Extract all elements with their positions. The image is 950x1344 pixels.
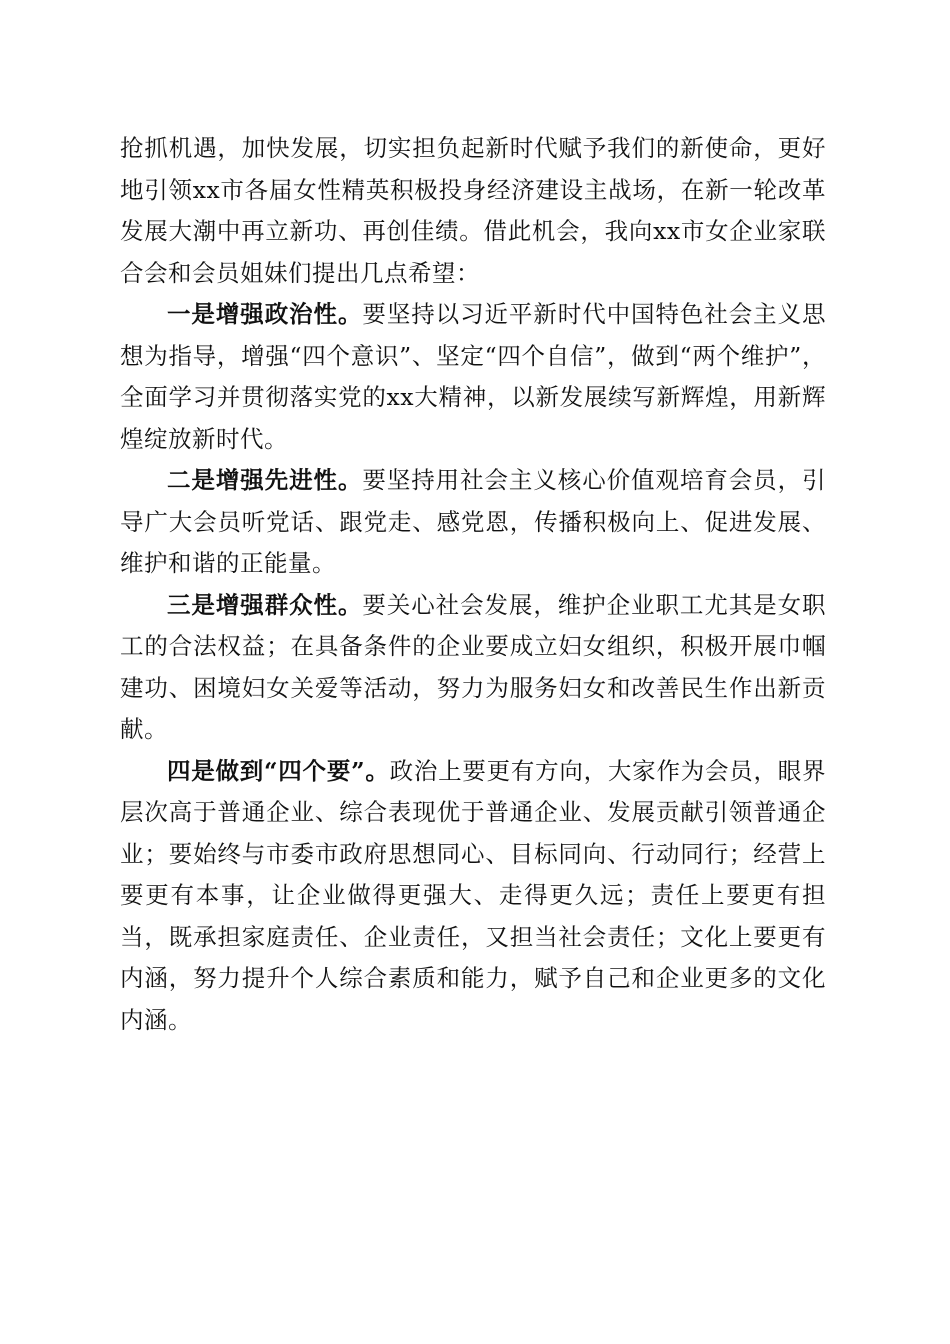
paragraph-lead: 三是增强群众性。 (167, 590, 363, 619)
document-page (120, 128, 826, 1041)
paragraph-political (120, 294, 826, 460)
paragraph-text: 抢抓机遇，加快发展，切实担负起新时代赋予我们的新使命，更好地引领xx市各届女性精英积极投身经济建设主战场，在新一轮改革发展大潮中再立新功、再创佳绩。借此机会，我向xx市女企业家联合会和会员姐妹们提出几点希望： (120, 134, 826, 287)
paragraph-advanced (120, 460, 826, 585)
paragraph-text: 要关心社会发展，维护企业职工尤其是女职工的合法权益；在具备条件的企业要成立妇女组织，积极开展巾帼建功、困境妇女关爱等活动，努力为服务妇女和改善民生作出新贡献。 (120, 590, 827, 743)
paragraph-continuation (120, 128, 826, 294)
paragraph-text: 要坚持用社会主义核心价值观培育会员，引导广大会员听党话、跟党走、感党恩，传播积极向上、促进发展、维护和谐的正能量。 (120, 466, 827, 577)
paragraph-mass (120, 585, 826, 751)
paragraph-four-musts (120, 751, 826, 1042)
paragraph-lead: 四是做到“四个要”。 (167, 756, 390, 785)
paragraph-lead: 二是增强先进性。 (167, 466, 363, 494)
paragraph-text: 要坚持以习近平新时代中国特色社会主义思想为指导，增强“四个意识”、坚定“四个自信”，做到“两个维护”，全面学习并贯彻落实党的xx大精神，以新发展续写新辉煌，用新辉煌绽放新时代。 (120, 300, 827, 453)
paragraph-text: 政治上要更有方向，大家作为会员，眼界层次高于普通企业、综合表现优于普通企业、发展贡献引领普通企业；要始终与市委市政府思想同心、目标同向、行动同行；经营上要更有本事，让企业做得更强大、走得更久远；责任上要更有担当，既承担家庭责任、企业责任，又担当社会责任；文化上要更有内涵，努力提升个人综合素质和能力，赋予自己和企业更多的文化内涵。 (120, 756, 826, 1034)
paragraph-lead: 一是增强政治性。 (167, 300, 363, 328)
